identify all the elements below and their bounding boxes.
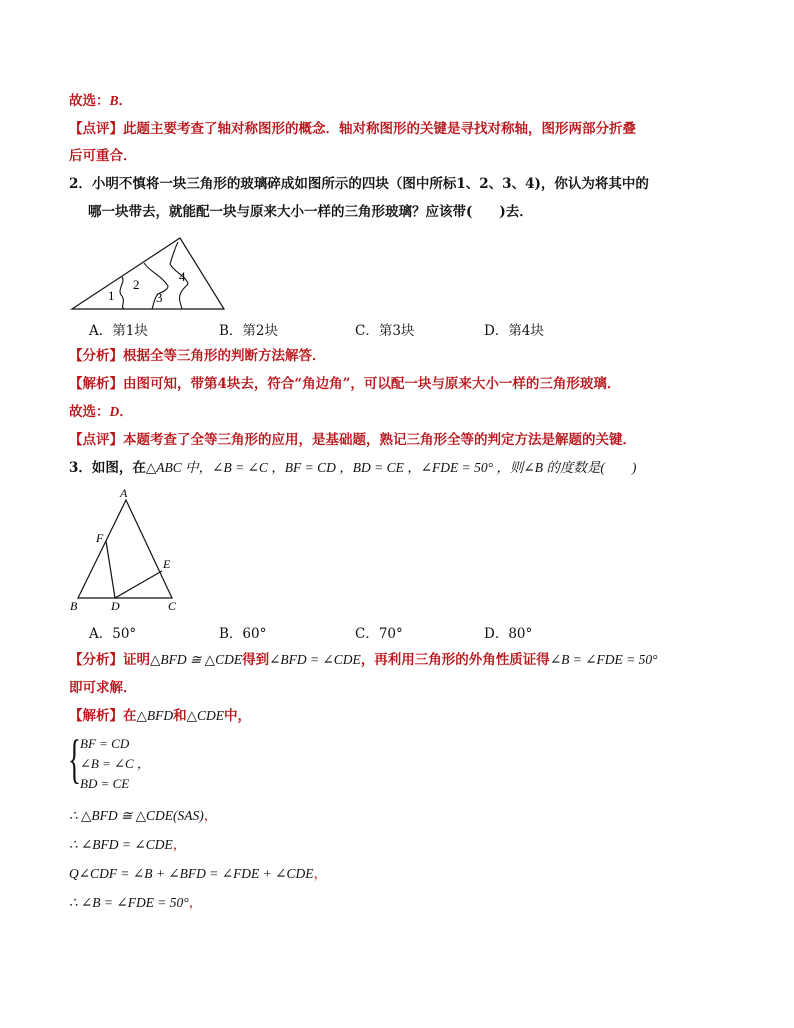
q2-analysis bbox=[69, 346, 326, 366]
glass-triangle-figure bbox=[70, 236, 230, 310]
system-line-1: BF = CD bbox=[80, 736, 130, 751]
q3-option-c: C．70° bbox=[355, 626, 403, 642]
answer-suffix: ． bbox=[119, 404, 133, 420]
review-line-q1-cont: 后可重合． bbox=[69, 148, 137, 164]
explanation-math-1: △BFD bbox=[136, 708, 174, 723]
point-label-f: F bbox=[96, 531, 104, 545]
system-line-3: BD = CE bbox=[80, 776, 130, 791]
review-tag: 【点评】 bbox=[69, 121, 123, 137]
question-3-stem bbox=[69, 458, 636, 478]
question-2-line1: 2．小明不慎将一块三角形的玻璃碎成如图所示的四块（图中所标1、2、3、4)，你认为将其中的 bbox=[69, 176, 649, 192]
explanation-text-1: 在 bbox=[123, 708, 137, 724]
piece-label-1: 1 bbox=[108, 288, 115, 303]
analysis-text-1: 证明 bbox=[123, 652, 150, 668]
point-label-a: A bbox=[120, 486, 128, 500]
step-2-end: ， bbox=[172, 837, 187, 853]
analysis-text-3: ，再利用三角形的外角性质证得 bbox=[360, 652, 550, 668]
step-3-end: ， bbox=[313, 866, 327, 882]
review-text: 此题主要考查了轴对称图形的概念．轴对称图形的关键是寻找对称轴，图形两部分折叠 bbox=[123, 121, 636, 137]
q3-analysis bbox=[69, 650, 658, 670]
analysis-math-3: ∠B = ∠FDE = 50° bbox=[549, 652, 658, 667]
point-label-b: B bbox=[70, 599, 78, 613]
q3-prefix: 3．如图，在 bbox=[69, 460, 146, 476]
explanation-text: 由图可知，带第4块去，符合“角边角”，可以配一块与原来大小一样的三角形玻璃． bbox=[123, 376, 621, 392]
q3-explanation bbox=[69, 706, 251, 726]
q2-review bbox=[69, 430, 636, 450]
explanation-text-2: 和 bbox=[173, 708, 187, 724]
step-4-end: ， bbox=[188, 895, 203, 911]
step-1-end: ， bbox=[203, 808, 218, 824]
step-4-math: ∴ ∠B = ∠FDE = 50° bbox=[69, 895, 189, 910]
analysis-math-2: ∠BFD = ∠CDE bbox=[269, 652, 361, 667]
explanation-math-2: △CDE bbox=[186, 708, 225, 723]
explanation-tag: 【解析】 bbox=[69, 708, 123, 724]
analysis-text-2: 得到 bbox=[242, 652, 270, 668]
answer-prefix: 故选： bbox=[69, 404, 110, 420]
q2-option-b: B．第2块 bbox=[219, 323, 279, 339]
answer-letter: D bbox=[109, 404, 120, 419]
analysis-tag: 【分析】 bbox=[69, 652, 123, 668]
analysis-tag: 【分析】 bbox=[69, 348, 123, 364]
q2-option-a: A．第1块 bbox=[89, 323, 148, 339]
piece-label-2: 2 bbox=[133, 277, 140, 292]
step-3-math: Q∠CDF = ∠B + ∠BFD = ∠FDE + ∠CDE bbox=[69, 866, 314, 881]
answer-letter: B bbox=[109, 93, 119, 108]
system-line-2: ∠B = ∠C ， bbox=[80, 756, 150, 771]
point-label-c: C bbox=[168, 599, 177, 613]
answer-line-q1 bbox=[69, 91, 132, 111]
piece-label-4: 4 bbox=[179, 269, 186, 284]
step-2 bbox=[69, 835, 186, 855]
review-text: 本题考查了全等三角形的应用，是基础题，熟记三角形全等的判定方法是解题的关键． bbox=[123, 432, 636, 448]
answer-suffix: ． bbox=[118, 93, 133, 109]
step-1-math: ∴ △BFD ≅ △CDE(SAS) bbox=[69, 808, 204, 823]
system-brace: { bbox=[68, 729, 81, 789]
analysis-math-1: △BFD ≅ △CDE bbox=[150, 652, 243, 667]
point-label-e: E bbox=[163, 557, 171, 571]
review-tag: 【点评】 bbox=[69, 432, 123, 448]
step-3 bbox=[69, 864, 327, 884]
q3-math: △ABC 中，∠B = ∠C ，BF = CD ，BD = CE ，∠FDE = 50° ，则∠B 的度数是( ) bbox=[145, 460, 637, 475]
analysis-text: 根据全等三角形的判断方法解答． bbox=[123, 348, 326, 364]
review-line-q1 bbox=[69, 119, 636, 139]
step-1 bbox=[69, 806, 217, 826]
q3-option-d: D．80° bbox=[484, 626, 533, 642]
answer-prefix: 故选： bbox=[69, 93, 110, 109]
step-2-math: ∴ ∠BFD = ∠CDE bbox=[69, 837, 173, 852]
explanation-text-3: 中， bbox=[224, 708, 252, 724]
explanation-tag: 【解析】 bbox=[69, 376, 123, 392]
q3-option-a: A．50° bbox=[89, 626, 137, 642]
triangle-abc-figure bbox=[68, 484, 188, 614]
q2-answer bbox=[69, 402, 133, 422]
point-label-d: D bbox=[111, 599, 120, 613]
piece-label-3: 3 bbox=[156, 290, 163, 305]
question-2-line2: 哪一块带去，就能配一块与原来大小一样的三角形玻璃？应该带( )去． bbox=[88, 204, 533, 220]
q3-analysis-cont: 即可求解． bbox=[69, 680, 137, 696]
q2-option-d: D．第4块 bbox=[484, 323, 544, 339]
q2-option-c: C．第3块 bbox=[355, 323, 415, 339]
q3-option-b: B．60° bbox=[219, 626, 267, 642]
step-4 bbox=[69, 893, 202, 913]
q2-explanation bbox=[69, 374, 620, 394]
